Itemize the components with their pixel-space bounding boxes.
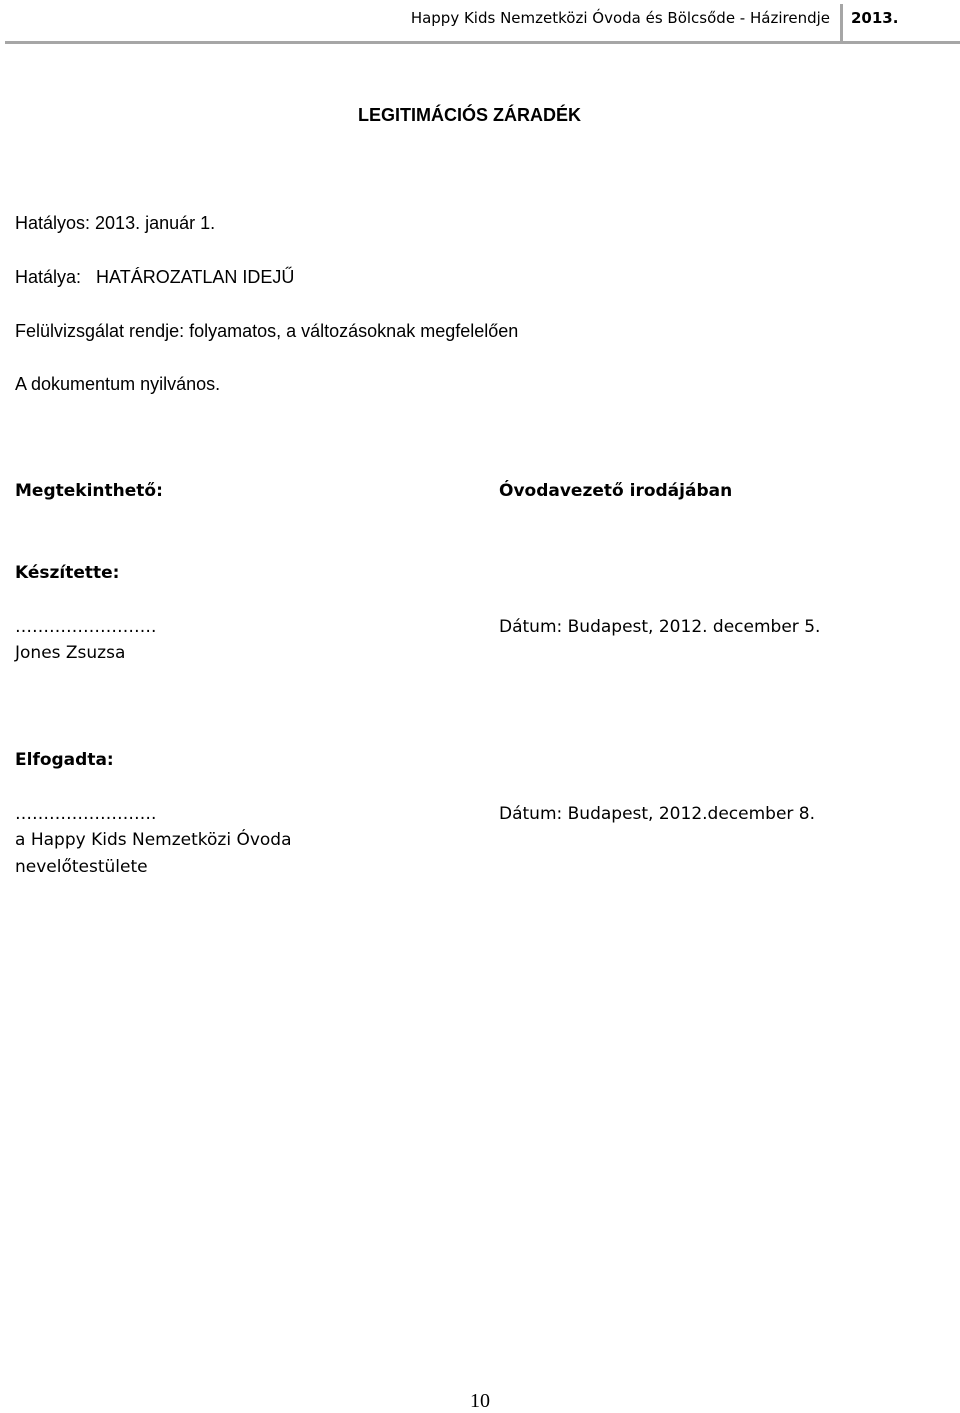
approved-signature-line: ……………………. (15, 804, 157, 824)
header-separator (840, 4, 843, 42)
prepared-signature-line: ……………………. (15, 617, 157, 637)
approved-date: Dátum: Budapest, 2012.december 8. (499, 804, 816, 824)
approved-label: Elfogadta: (15, 750, 114, 770)
effective-date: Hatályos: 2013. január 1. (15, 213, 216, 233)
document-title: LEGITIMÁCIÓS ZÁRADÉK (358, 105, 581, 125)
prepared-label: Készítette: (15, 563, 120, 583)
approved-name-line1: a Happy Kids Nemzetközi Óvoda (15, 830, 292, 850)
header-title: Happy Kids Nemzetközi Óvoda és Bölcsőde - Házirendje (410, 9, 830, 27)
header-year: 2013. (851, 9, 899, 27)
viewable-location: Óvodavezető irodájában (499, 481, 733, 501)
viewable-label: Megtekinthető: (15, 481, 163, 501)
header-rule (5, 41, 960, 44)
prepared-name: Jones Zsuzsa (15, 643, 126, 663)
public-statement: A dokumentum nyilvános. (15, 374, 221, 394)
review-schedule: Felülvizsgálat rendje: folyamatos, a változásoknak megfelelően (15, 321, 519, 341)
approved-name-line2: nevelőtestülete (15, 857, 148, 877)
validity: Hatálya: HATÁROZATLAN IDEJŰ (15, 267, 295, 287)
prepared-date: Dátum: Budapest, 2012. december 5. (499, 617, 821, 637)
page-number: 10 (470, 1390, 490, 1412)
